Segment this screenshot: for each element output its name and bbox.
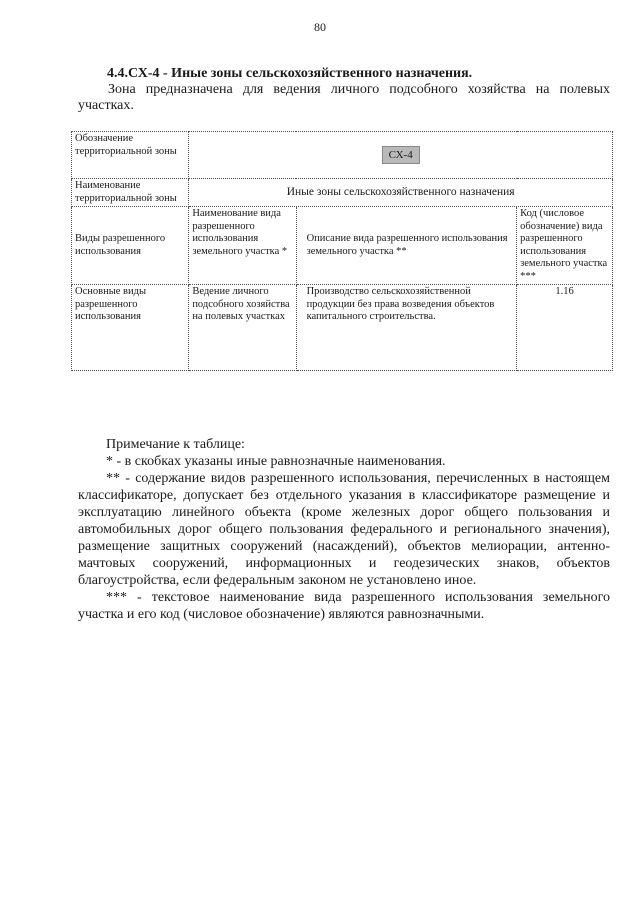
notes-title: Примечание к таблице: — [106, 437, 245, 452]
row-name: Ведение личного подсобного хозяйства на полевых участках — [189, 285, 296, 371]
intro-paragraph: Зона предназначена для ведения личного подсобного хозяйства на полевых участках. — [78, 82, 610, 113]
table-row — [72, 285, 613, 371]
zone-table — [71, 131, 613, 371]
note-item: ** - содержание видов разрешенного использования, перечисленных в настоящем классификаторе, допускает без отдельного указания в классификаторе размещение и эксплуатацию линейного объекта (кроме железных дорог общего пользования и автомобильных дорог общего пользования федерального и регионального значения), размещение защитных сооружений (насаждений), объектов мелиорации, антенно-мачтовых сооружений, информационных и геодезических знаков, объектов благоустройства, если федеральным законом не установлено иное. — [78, 471, 610, 588]
row-description: Производство сельскохозяйственной продукции без права возведения объектов капитального строительства. — [296, 285, 517, 371]
header-col-name: Наименование вида разрешенного использования земельного участка * — [189, 207, 296, 285]
header-col-category: Виды разрешенного использования — [72, 207, 189, 285]
section-heading: 4.4.СХ-4 - Иные зоны сельскохозяйственного назначения. — [107, 66, 473, 81]
note-item: * - в скобках указаны иные равнозначные наименования. — [106, 454, 446, 469]
row-category: Основные виды разрешенного использования — [72, 285, 189, 371]
table-row-zone-name — [72, 179, 613, 207]
table-notes — [78, 436, 610, 623]
header-col-code: Код (числовое обозначение) вида разрешенного использования земельного участка *** — [517, 207, 613, 285]
note-item: *** - текстовое наименование вида разрешенного использования земельного участка и его код (числовое обозначение) являются равнозначными. — [78, 590, 610, 622]
row-code: 1.16 — [517, 285, 613, 371]
zone-name-label: Наименование территориальной зоны — [72, 179, 189, 207]
page-number: 80 — [314, 20, 326, 34]
zone-code-label: Обозначение территориальной зоны — [72, 132, 189, 179]
table-header-row — [72, 207, 613, 285]
zone-code-badge: СХ-4 — [382, 146, 420, 165]
zone-name-value: Иные зоны сельскохозяйственного назначения — [189, 179, 613, 207]
header-col-description: Описание вида разрешенного использования земельного участка ** — [296, 207, 517, 285]
table-row-zone-code — [72, 132, 613, 179]
zone-code-cell — [189, 132, 613, 179]
